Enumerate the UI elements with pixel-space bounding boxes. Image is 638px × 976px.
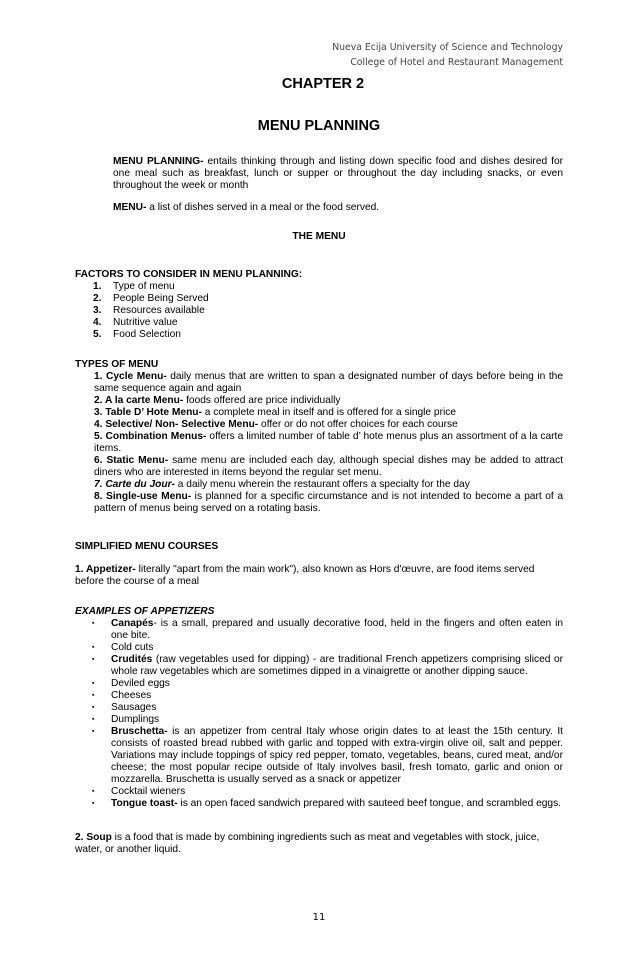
list-item: 8. Single-use Menu- is planned for a specific circumstance and is not intended to become a part of a pattern of menus being served on a rotating basis. <box>94 491 563 514</box>
appetizer-definition: 1. Appetizer- literally "apart from the main work"), also known as Hors d'œuvre, are food items served before the course of a meal <box>75 564 535 587</box>
appetizer-list <box>75 618 563 810</box>
list-item: ▪ Sausages <box>92 702 157 713</box>
list-item: 2. People Being Served <box>93 293 209 304</box>
bullet-icon: ▪ <box>92 680 95 687</box>
list-item: 1. Type of menu <box>93 281 175 292</box>
list-item: 4. Selective/ Non- Selective Menu- offer or do not offer choices for each course <box>94 419 458 430</box>
the-menu-heading: THE MENU <box>292 231 346 242</box>
bullet-icon: ▪ <box>92 716 95 723</box>
list-item: ▪ Crudités (raw vegetables used for dipping) - are traditional French appetizers comprising sliced or whole raw vegetables which are sometimes dipped in a vinaigrette or another dipping sauce. <box>92 654 563 677</box>
definition-menu-planning: MENU PLANNING- entails thinking through and listing down specific food and dishes desired for one meal such as breakfast, lunch or supper or throughout the day including snacks, or even throughout the week or month <box>113 156 563 191</box>
page-title: MENU PLANNING <box>257 118 381 134</box>
bullet-icon: ▪ <box>92 644 95 651</box>
list-item: 5. Food Selection <box>93 329 181 340</box>
college-name: College of Hotel and Restaurant Management <box>350 57 563 68</box>
list-item: 4. Nutritive value <box>93 317 178 328</box>
types-of-menu-section <box>75 359 563 515</box>
bullet-icon: ▪ <box>92 692 95 699</box>
list-item: 3. Resources available <box>93 305 205 316</box>
list-item: 7. Carte du Jour- a daily menu wherein the restaurant offers a specialty for the day <box>94 479 470 490</box>
factors-heading: FACTORS TO CONSIDER IN MENU PLANNING: <box>75 269 303 280</box>
bullet-icon: ▪ <box>92 620 95 627</box>
courses-heading: SIMPLIFIED MENU COURSES <box>75 541 219 552</box>
definition-menu: MENU- a list of dishes served in a meal or the food served. <box>113 202 380 213</box>
bullet-icon: ▪ <box>92 728 95 735</box>
list-item: 1. Cycle Menu- daily menus that are written to span a designated number of days before being in the same sequence again and again <box>94 371 563 394</box>
university-name: Nueva Ecija University of Science and Technology <box>332 42 563 53</box>
list-item: 3. Table D’ Hote Menu- a complete meal in itself and is offered for a single price <box>94 407 457 418</box>
factors-list <box>75 281 563 341</box>
bullet-icon: ▪ <box>92 788 95 795</box>
list-item: ▪ Bruschetta- is an appetizer from central Italy whose origin dates to at least the 15th century. It consists of roasted bread rubbed with garlic and topped with extra-virgin olive oil, salt and pepper. Variations may include toppings of spicy red pepper, tomato, vegetables, beans, cured meat, and/or cheese; the most popular recipe outside of Italy involves basil, fresh tomato, garlic and onion or mozzarella. Bruschetta is usually served as a snack or appetizer <box>92 726 563 785</box>
list-item: ▪ Cold cuts <box>92 642 154 653</box>
examples-heading: EXAMPLES OF APPETIZERS <box>75 606 215 617</box>
list-item: ▪ Cheeses <box>92 690 152 701</box>
types-heading: TYPES OF MENU <box>75 359 159 370</box>
bullet-icon: ▪ <box>92 800 95 807</box>
list-item: ▪ Canapés- is a small, prepared and usually decorative food, held in the fingers and often eaten in one bite. <box>92 618 563 641</box>
bullet-icon: ▪ <box>92 704 95 711</box>
page-number: 11 <box>312 912 326 923</box>
list-item: ▪ Tongue toast- is an open faced sandwich prepared with sauteed beef tongue, and scrambled eggs. <box>92 798 562 809</box>
chapter-heading: CHAPTER 2 <box>281 76 365 92</box>
bullet-icon: ▪ <box>92 656 95 663</box>
list-item: 6. Static Menu- same menu are included each day, although special dishes may be added to attract diners who are interested in items beyond the regular set menu. <box>94 455 563 478</box>
list-item: 5. Combination Menus- offers a limited number of table d’ hote menus plus an assortment of a la carte items. <box>94 431 564 454</box>
soup-definition: 2. Soup is a food that is made by combining ingredients such as meat and vegetables with stock, juice, water, or another liquid. <box>75 832 540 855</box>
list-item: ▪ Cocktail wieners <box>92 786 186 797</box>
list-item: ▪ Dumplings <box>92 714 160 725</box>
page-header <box>332 40 563 70</box>
list-item: ▪ Deviled eggs <box>92 678 170 689</box>
document-body <box>75 156 563 856</box>
list-item: 2. A la carte Menu- foods offered are price individually <box>94 395 341 406</box>
